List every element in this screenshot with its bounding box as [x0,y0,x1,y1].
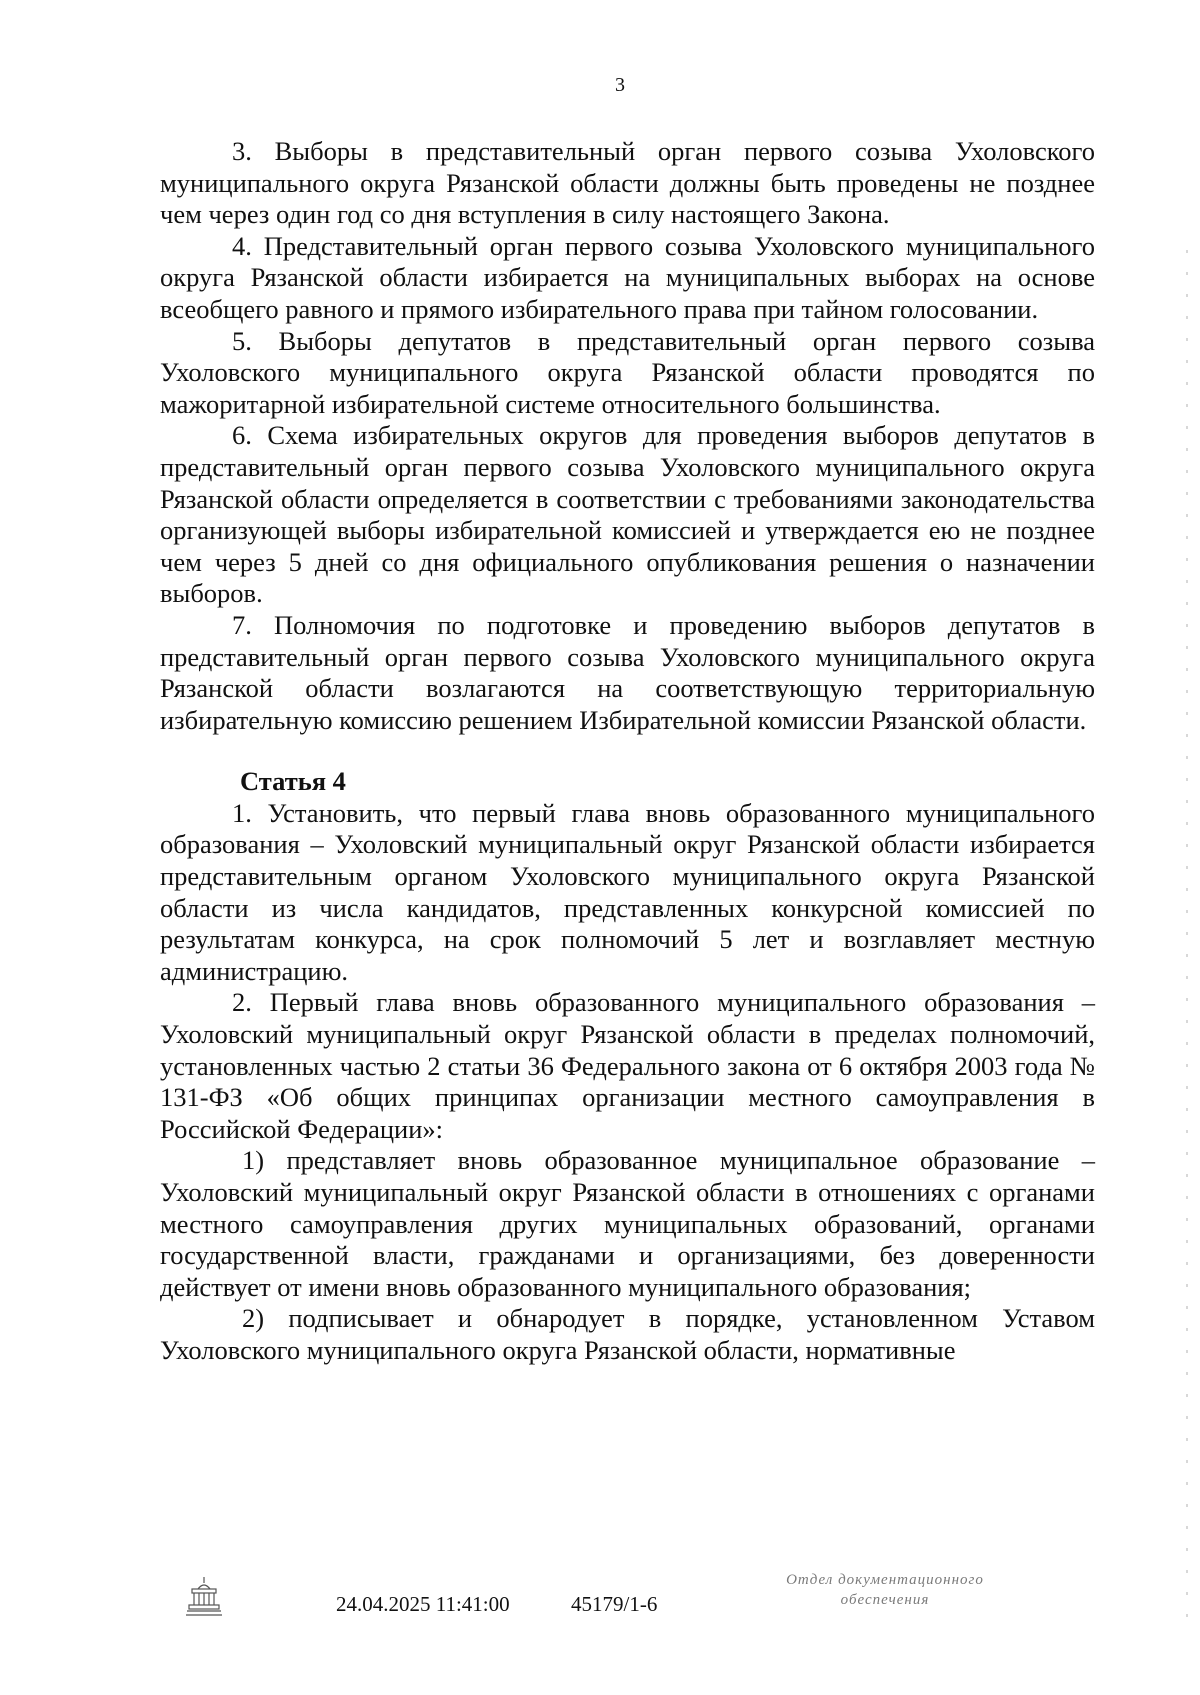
document-body [160,136,1095,1367]
parliament-building-icon [184,1575,224,1619]
article-heading: Статья 4 [240,766,346,797]
paragraph-3-5: 5. Выборы депутатов в представительный орган первого созыва Ухоловского муниципального округа Рязанской области проводятся по мажоритарной избирательной системе относительного большинства. [160,325,1095,419]
paragraph-4-2: 2. Первый глава вновь образованного муниципального образования – Ухоловский муниципальный округ Рязанской области в пределах полномочий, установленных частью 2 статьи 36 Федерального закона от 6 октября 2003 года № 131-ФЗ «Об общих принципах организации местного самоуправления в Российской Федерации»: [160,987,1095,1144]
footer-department-stamp [735,1570,1035,1610]
paragraph-3-3: 3. Выборы в представительный орган первого созыва Ухоловского муниципального округа Рязанской области должны быть проведены не позднее чем через один год со дня вступления в силу настоящего Закона. [160,136,1095,230]
page-number: 3 [615,74,625,96]
paragraph-3-6: 6. Схема избирательных округов для проведения выборов депутатов в представительный орган первого созыва Ухоловского муниципального округа Рязанской области определяется в соответствии с требованиями законодательства организующей выборы избирательной комиссией и утверждается ею не позднее чем через 5 дней со дня официального опубликования решения о назначении выборов. [160,420,1095,609]
paragraph-4-1: 1. Установить, что первый глава вновь образованного муниципального образования – Ухоловский муниципальный округ Рязанской области избирается представительным органом Ухоловского муниципального округа Рязанской области из числа кандидатов, представленных конкурсной комиссией по результатам конкурса, на срок полномочий 5 лет и возглавляет местную администрацию. [160,797,1095,986]
paragraph-3-4: 4. Представительный орган первого созыва Ухоловского муниципального округа Рязанской области избирается на муниципальных выборах на основе всеобщего равного и прямого избирательного права при тайном голосовании. [160,230,1095,324]
paragraph-4-2-item-1: 1) представляет вновь образованное муниципальное образование – Ухоловский муниципальный округ Рязанской области в отношениях с органами местного самоуправления других муниципальных образований, органами государственной власти, гражданами и организациями, без доверенности действует от имени вновь образованного муниципального образования; [160,1145,1095,1302]
footer-document-number: 45179/1-6 [571,1592,658,1616]
paragraph-3-7: 7. Полномочия по подготовке и проведению выборов депутатов в представительный орган первого созыва Ухоловского муниципального округа Рязанской области возлагаются на соответствующую территориальную избирательную комиссию решением Избирательной комиссии Рязанской области. [160,609,1095,735]
stamp-line-2: обеспечения [840,1592,930,1608]
footer-datetime: 24.04.2025 11:41:00 [336,1592,510,1616]
paragraph-4-2-item-2: 2) подписывает и обнародует в порядке, установленном Уставом Ухоловского муниципального округа Рязанской области, нормативные [160,1303,1095,1365]
scan-edge-artifact [1186,250,1188,1630]
stamp-line-1: Отдел документационного [786,1572,984,1588]
